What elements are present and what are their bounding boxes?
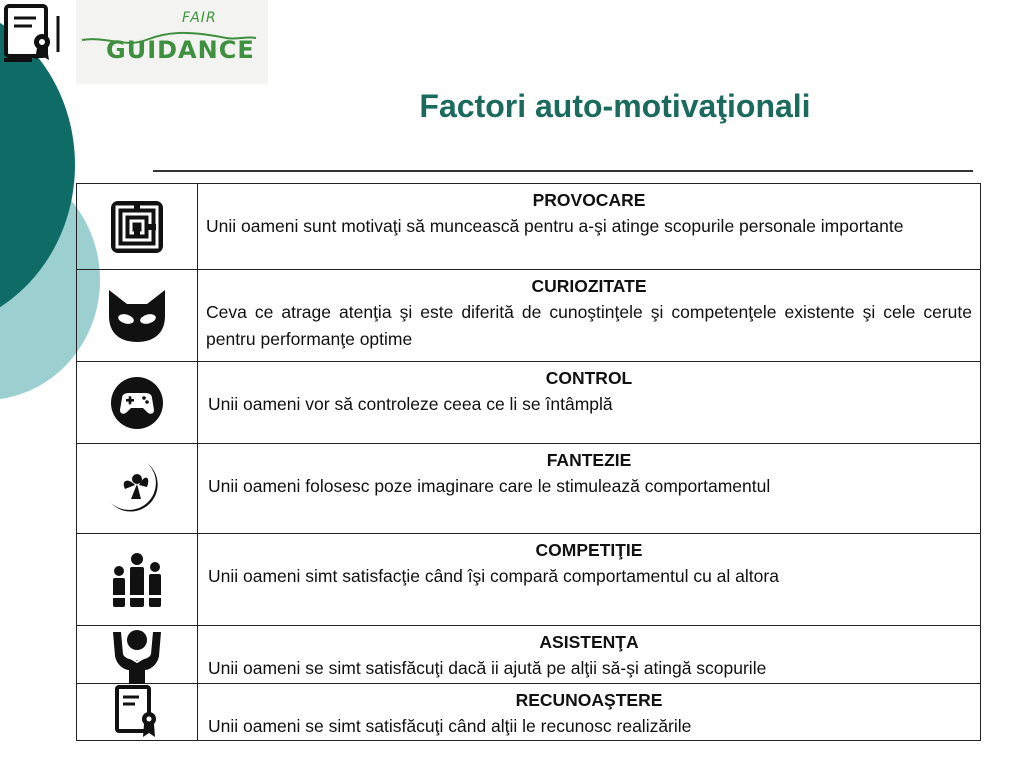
icon-cell — [77, 684, 198, 740]
row-heading: ASISTENŢA — [539, 632, 639, 652]
row-description: Unii oameni sunt motivaţi să muncească pentru a-şi atinge scopurile personale importante — [206, 216, 904, 236]
text-cell — [198, 684, 981, 740]
icon-cell — [77, 444, 198, 533]
row-heading: CURIOZITATE — [531, 276, 647, 296]
icon-cell — [77, 534, 198, 625]
table-row — [77, 444, 981, 534]
row-heading: RECUNOAŞTERE — [515, 690, 663, 710]
maze-icon — [110, 200, 164, 254]
icon-cell — [77, 270, 198, 361]
certificate-icon — [111, 685, 163, 739]
row-heading: FANTEZIE — [546, 450, 632, 470]
title-underline — [153, 170, 973, 172]
certificate-icon — [2, 2, 64, 64]
row-description: Unii oameni simt satisfacţie când îşi compară comportamentul cu al altora — [208, 566, 779, 586]
row-description: Ceva ce atrage atenţia şi este diferită de cunoştinţele şi competenţele existente şi cele cerute pentru performanţe optime — [206, 302, 972, 349]
page-title: Factori auto-motivaţionali — [419, 88, 811, 124]
fair-guidance-logo — [76, 0, 268, 84]
text-cell — [198, 626, 981, 683]
table-row — [77, 684, 981, 741]
text-cell — [198, 444, 981, 533]
row-description: Unii oameni se simt satisfăcuţi când alţii le recunosc realizările — [208, 716, 692, 736]
motivation-table — [76, 183, 981, 741]
text-cell — [198, 270, 981, 361]
icon-cell — [77, 626, 198, 683]
person-raised-hands-icon — [107, 626, 167, 684]
text-cell — [198, 362, 981, 443]
fairy-moon-icon — [107, 459, 167, 519]
table-row — [77, 270, 981, 362]
gamepad-icon — [110, 376, 164, 430]
table-row — [77, 184, 981, 270]
row-heading: CONTROL — [545, 368, 633, 388]
logo-small-text: FAIR — [182, 10, 217, 26]
icon-cell — [77, 184, 198, 269]
text-cell — [198, 184, 981, 269]
row-description: Unii oameni vor să controleze ceea ce li se întâmplă — [208, 394, 613, 414]
table-row — [77, 626, 981, 684]
table-row — [77, 362, 981, 444]
text-cell — [198, 534, 981, 625]
logo-big-text: GUIDANCE — [106, 36, 255, 64]
row-description: Unii oameni se simt satisfăcuţi dacă ii ajută pe alţii să-şi atingă scopurile — [208, 658, 767, 678]
cat-mask-icon — [105, 288, 169, 344]
row-heading: COMPETIŢIE — [535, 540, 643, 560]
icon-cell — [77, 362, 198, 443]
row-description: Unii oameni folosesc poze imaginare care le stimulează comportamentul — [208, 476, 771, 496]
table-row — [77, 534, 981, 626]
podium-people-icon — [108, 551, 166, 609]
row-heading: PROVOCARE — [532, 190, 646, 210]
